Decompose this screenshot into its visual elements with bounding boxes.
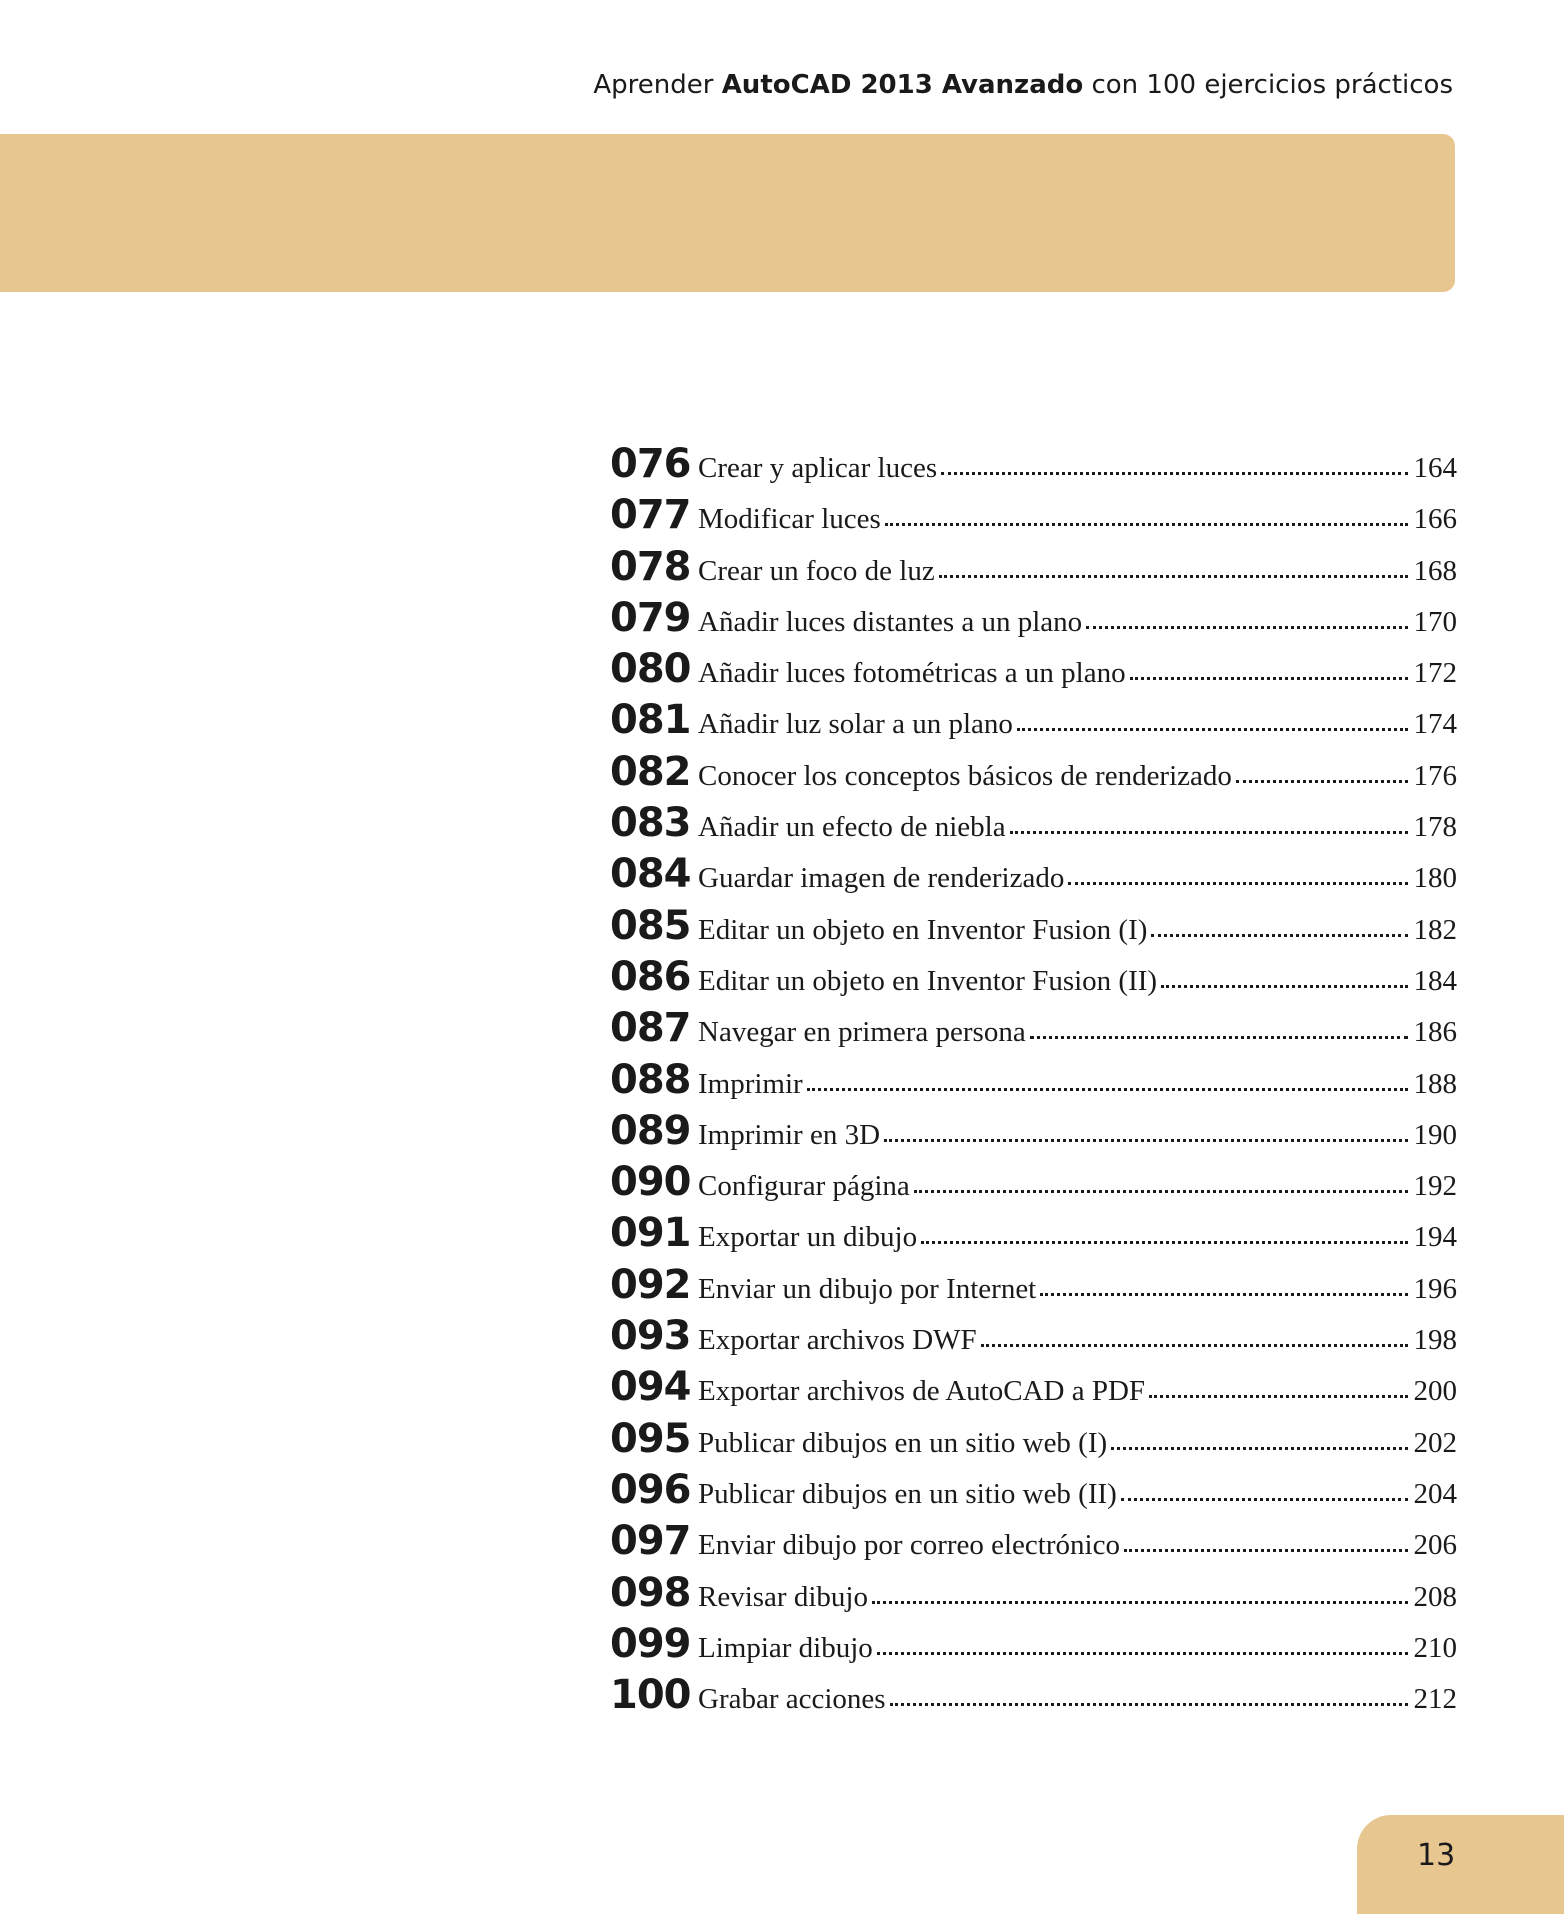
toc-dot-leader (1040, 1287, 1407, 1296)
toc-entry-page: 166 (1413, 503, 1457, 536)
toc-entry[interactable] (610, 1416, 1457, 1467)
toc-entry-title: Añadir luces distantes a un plano (698, 605, 1083, 638)
toc-dot-leader (1151, 928, 1407, 937)
toc-entry-title: Guardar imagen de renderizado (698, 862, 1065, 895)
toc-dot-leader (981, 1338, 1408, 1347)
toc-dot-leader (1111, 1441, 1407, 1450)
toc-entry-page: 178 (1413, 811, 1457, 844)
toc-entry-number: 087 (610, 1005, 691, 1052)
toc-entry-title: Modificar luces (698, 503, 881, 536)
toc-dot-leader (1010, 825, 1408, 834)
toc-entry-title: Añadir un efecto de niebla (698, 811, 1006, 844)
toc-entry[interactable] (610, 492, 1457, 543)
toc-dot-leader (1236, 774, 1408, 783)
toc-entry-number: 098 (610, 1569, 691, 1616)
toc-entry-title: Enviar dibujo por correo electrónico (698, 1529, 1120, 1562)
toc-entry-number: 081 (610, 697, 691, 744)
toc-entry-number: 095 (610, 1415, 691, 1462)
toc-dot-leader (1121, 1492, 1408, 1501)
toc-dot-leader (914, 1184, 1408, 1193)
toc-dot-leader (807, 1082, 1408, 1091)
toc-entry[interactable] (610, 595, 1457, 646)
toc-dot-leader (884, 1133, 1407, 1142)
toc-dot-leader (1124, 1543, 1408, 1552)
toc-entry-page: 206 (1413, 1529, 1457, 1562)
toc-entry-number: 094 (610, 1364, 691, 1411)
toc-entry-page: 208 (1413, 1580, 1457, 1613)
toc-entry[interactable] (610, 1005, 1457, 1056)
toc-entry-page: 176 (1413, 759, 1457, 792)
toc-entry-title: Revisar dibujo (698, 1580, 868, 1613)
toc-entry[interactable] (610, 1364, 1457, 1415)
toc-entry-title: Navegar en primera persona (698, 1016, 1026, 1049)
toc-entry-title: Editar un objeto en Inventor Fusion (I) (698, 913, 1148, 946)
toc-entry-page: 188 (1413, 1067, 1457, 1100)
toc-entry[interactable] (610, 1159, 1457, 1210)
toc-entry-page: 168 (1413, 554, 1457, 587)
toc-entry-number: 078 (610, 543, 691, 590)
toc-entry-title: Imprimir (698, 1067, 803, 1100)
toc-entry-number: 090 (610, 1159, 691, 1206)
toc-entry-page: 182 (1413, 913, 1457, 946)
toc-entry-page: 194 (1413, 1221, 1457, 1254)
toc-entry[interactable] (610, 749, 1457, 800)
toc-entry-number: 084 (610, 851, 691, 898)
toc-dot-leader (1017, 722, 1408, 731)
toc-entry-title: Limpiar dibujo (698, 1631, 873, 1664)
toc-entry-number: 077 (610, 492, 691, 539)
toc-entry-page: 170 (1413, 605, 1457, 638)
toc-entry-title: Exportar un dibujo (698, 1221, 918, 1254)
toc-dot-leader (939, 569, 1408, 578)
toc-entry[interactable] (610, 1057, 1457, 1108)
toc-entry-page: 184 (1413, 964, 1457, 997)
toc-entry-page: 202 (1413, 1426, 1457, 1459)
toc-entry-title: Editar un objeto en Inventor Fusion (II) (698, 964, 1158, 997)
header-book-title: AutoCAD 2013 Avanzado (721, 70, 1084, 100)
toc-entry-page: 186 (1413, 1016, 1457, 1049)
toc-entry[interactable] (610, 1518, 1457, 1569)
header-banner (0, 134, 1455, 292)
toc-dot-leader (885, 517, 1408, 526)
toc-dot-leader (1086, 620, 1407, 629)
table-of-contents (610, 441, 1457, 1723)
toc-entry[interactable] (610, 544, 1457, 595)
toc-dot-leader (1030, 1030, 1408, 1039)
toc-entry[interactable] (610, 903, 1457, 954)
toc-entry[interactable] (610, 1210, 1457, 1261)
toc-entry-title: Grabar acciones (698, 1683, 886, 1716)
toc-dot-leader (1068, 876, 1407, 885)
toc-entry[interactable] (610, 1108, 1457, 1159)
toc-entry-number: 100 (610, 1672, 691, 1719)
toc-entry[interactable] (610, 1262, 1457, 1313)
toc-dot-leader (941, 466, 1407, 475)
toc-entry-title: Añadir luz solar a un plano (698, 708, 1013, 741)
toc-entry-number: 097 (610, 1518, 691, 1565)
toc-entry-page: 172 (1413, 657, 1457, 690)
toc-entry[interactable] (610, 851, 1457, 902)
toc-entry-number: 092 (610, 1261, 691, 1308)
page-number-tab (1357, 1815, 1564, 1914)
toc-entry-title: Exportar archivos de AutoCAD a PDF (698, 1375, 1146, 1408)
toc-entry-number: 080 (610, 646, 691, 693)
toc-dot-leader (1130, 671, 1408, 680)
toc-entry-title: Publicar dibujos en un sitio web (I) (698, 1426, 1108, 1459)
toc-entry[interactable] (610, 646, 1457, 697)
toc-entry-number: 091 (610, 1210, 691, 1257)
toc-entry-number: 086 (610, 953, 691, 1000)
header-suffix: con 100 ejercicios prácticos (1091, 70, 1453, 100)
toc-entry-title: Añadir luces fotométricas a un plano (698, 657, 1126, 690)
toc-entry-number: 096 (610, 1466, 691, 1513)
header-prefix: Aprender (593, 70, 714, 100)
toc-entry-page: 190 (1413, 1118, 1457, 1151)
toc-entry-title: Exportar archivos DWF (698, 1324, 977, 1357)
toc-entry-number: 085 (610, 902, 691, 949)
toc-entry-number: 089 (610, 1107, 691, 1154)
toc-entry-page: 196 (1413, 1272, 1457, 1305)
toc-entry-page: 210 (1413, 1631, 1457, 1664)
toc-entry-number: 088 (610, 1056, 691, 1103)
toc-entry-page: 164 (1413, 452, 1457, 484)
toc-entry-title: Publicar dibujos en un sitio web (II) (698, 1477, 1117, 1510)
toc-entry-number: 079 (610, 594, 691, 641)
toc-dot-leader (877, 1646, 1408, 1655)
toc-dot-leader (1161, 979, 1407, 988)
toc-entry-page: 212 (1413, 1683, 1457, 1716)
toc-entry-page: 180 (1413, 862, 1457, 895)
toc-dot-leader (1149, 1389, 1407, 1398)
toc-entry[interactable] (610, 697, 1457, 748)
toc-entry-title: Enviar un dibujo por Internet (698, 1272, 1037, 1305)
toc-entry-title: Crear y aplicar luces (698, 452, 938, 484)
toc-entry[interactable] (610, 1621, 1457, 1672)
toc-entry-number: 083 (610, 800, 691, 847)
toc-entry-number: 076 (610, 441, 691, 487)
toc-entry[interactable] (610, 1467, 1457, 1518)
running-header (593, 70, 1453, 100)
toc-entry-page: 198 (1413, 1324, 1457, 1357)
toc-entry[interactable] (610, 800, 1457, 851)
toc-entry[interactable] (610, 441, 1457, 492)
toc-entry-number: 093 (610, 1313, 691, 1360)
toc-entry-title: Configurar página (698, 1170, 910, 1203)
toc-entry[interactable] (610, 954, 1457, 1005)
toc-entry-page: 192 (1413, 1170, 1457, 1203)
toc-entry-number: 082 (610, 748, 691, 795)
page-number: 13 (1417, 1838, 1456, 1873)
toc-dot-leader (921, 1235, 1407, 1244)
toc-entry-title: Imprimir en 3D (698, 1118, 881, 1151)
toc-entry-page: 174 (1413, 708, 1457, 741)
toc-entry-page: 200 (1413, 1375, 1457, 1408)
toc-entry[interactable] (610, 1313, 1457, 1364)
toc-entry-title: Crear un foco de luz (698, 554, 935, 587)
toc-dot-leader (872, 1595, 1408, 1604)
toc-entry[interactable] (610, 1672, 1457, 1723)
toc-entry-title: Conocer los conceptos básicos de renderizado (698, 759, 1232, 792)
toc-entry-number: 099 (610, 1620, 691, 1667)
toc-entry-page: 204 (1413, 1477, 1457, 1510)
toc-entry[interactable] (610, 1570, 1457, 1621)
toc-dot-leader (890, 1697, 1408, 1706)
